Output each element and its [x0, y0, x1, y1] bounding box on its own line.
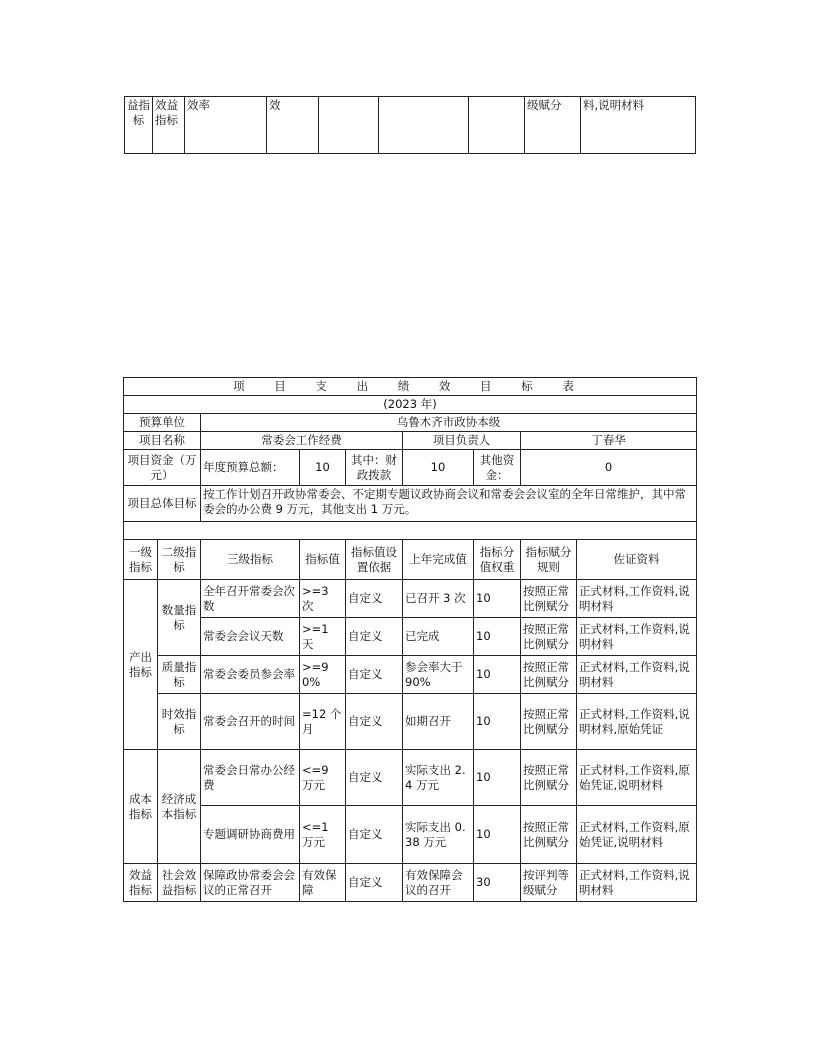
value-cell: >=1 天: [300, 618, 346, 656]
last-year-cell: 实际支出 0.38 万元: [403, 806, 474, 864]
value-cell: =12 个月: [300, 694, 346, 750]
level3-cell: 常委会会议天数: [201, 618, 300, 656]
fragment-level3: 效率: [185, 97, 267, 154]
weight-cell: 10: [474, 580, 521, 618]
evidence-cell: 正式材料,工作资料,说明材料: [577, 864, 697, 902]
last-year-cell: 已召开 3 次: [403, 580, 474, 618]
annual-budget-label: 年度预算总额：: [201, 450, 300, 486]
budget-unit-value: 乌鲁木齐市政协本级: [201, 414, 697, 432]
evidence-cell: 正式材料,工作资料,说明材料,原始凭证: [577, 694, 697, 750]
level1-output: 产出指标: [124, 580, 158, 750]
weight-cell: 10: [474, 806, 521, 864]
fiscal-allocation-label: 其中：财政拨款: [346, 450, 403, 486]
project-name-label: 项目名称: [124, 432, 201, 450]
table-row: [124, 618, 697, 656]
project-name-value: 常委会工作经费: [201, 432, 403, 450]
header-rule: 指标赋分规则: [521, 540, 577, 580]
table-row: [124, 864, 697, 902]
evidence-cell: 正式材料,工作资料,原始凭证,说明材料: [577, 806, 697, 864]
level3-cell: 常委会日常办公经费: [201, 750, 300, 806]
weight-cell: 10: [474, 750, 521, 806]
basis-cell: 自定义: [346, 580, 403, 618]
last-year-cell: 实际支出 2.4 万元: [403, 750, 474, 806]
value-cell: <=9 万元: [300, 750, 346, 806]
evidence-cell: 正式材料,工作资料,说明材料: [577, 618, 697, 656]
level3-cell: 常委会召开的时间: [201, 694, 300, 750]
header-evidence: 佐证资料: [577, 540, 697, 580]
rule-cell: 按照正常比例赋分: [521, 806, 577, 864]
weight-cell: 30: [474, 864, 521, 902]
other-funds-value: 0: [521, 450, 697, 486]
fragment-empty-cell: [469, 97, 525, 154]
table-row: [124, 750, 697, 806]
last-year-cell: 已完成: [403, 618, 474, 656]
header-last-year: 上年完成值: [403, 540, 474, 580]
level3-cell: 保障政协常委会会议的正常召开: [201, 864, 300, 902]
rule-cell: 按照正常比例赋分: [521, 750, 577, 806]
basis-cell: 自定义: [346, 750, 403, 806]
other-funds-label: 其他资金：: [474, 450, 521, 486]
fragment-rule: 级赋分: [525, 97, 581, 154]
level2-economic-cost: 经济成本指标: [158, 750, 201, 864]
level3-cell: 全年召开常委会次数: [201, 580, 300, 618]
weight-cell: 10: [474, 694, 521, 750]
rule-cell: 按照正常比例赋分: [521, 694, 577, 750]
rule-cell: 按照正常比例赋分: [521, 618, 577, 656]
table-year: (2023 年): [124, 396, 697, 414]
basis-cell: 自定义: [346, 806, 403, 864]
basis-cell: 自定义: [346, 656, 403, 694]
basis-cell: 自定义: [346, 618, 403, 656]
level1-cost: 成本指标: [124, 750, 158, 864]
rule-cell: 按照正常比例赋分: [521, 656, 577, 694]
level1-benefit: 效益指标: [124, 864, 158, 902]
table-title: 项 目 支 出 绩 效 目 标 表: [124, 378, 697, 396]
rule-cell: 按评判等级赋分: [521, 864, 577, 902]
last-year-cell: 参会率大于 90%: [403, 656, 474, 694]
fiscal-allocation-value: 10: [403, 450, 474, 486]
fragment-empty-cell: [319, 97, 379, 154]
annual-budget-value: 10: [300, 450, 346, 486]
budget-unit-label: 预算单位: [124, 414, 201, 432]
value-cell: <=1 万元: [300, 806, 346, 864]
table-row: [124, 656, 697, 694]
basis-cell: 自定义: [346, 864, 403, 902]
previous-table-fragment: [124, 96, 696, 154]
level2-social-benefit: 社会效益指标: [158, 864, 201, 902]
header-weight: 指标分值权重: [474, 540, 521, 580]
table-row: [124, 694, 697, 750]
fragment-evidence: 料,说明材料: [581, 97, 696, 154]
header-basis: 指标值设置依据: [346, 540, 403, 580]
basis-cell: 自定义: [346, 694, 403, 750]
level3-cell: 专题调研协商费用: [201, 806, 300, 864]
project-leader-label: 项目负责人: [403, 432, 521, 450]
performance-target-table: [123, 377, 697, 902]
header-level3: 三级指标: [201, 540, 300, 580]
weight-cell: 10: [474, 618, 521, 656]
rule-cell: 按照正常比例赋分: [521, 580, 577, 618]
last-year-cell: 有效保障会议的召开: [403, 864, 474, 902]
overall-goal-label: 项目总体目标: [124, 486, 201, 522]
evidence-cell: 正式材料,工作资料,说明材料: [577, 656, 697, 694]
level2-quantity: 数量指标: [158, 580, 201, 656]
level2-quality: 质量指标: [158, 656, 201, 694]
spacer-row: [124, 522, 697, 540]
level3-cell: 常委会委员参会率: [201, 656, 300, 694]
fragment-empty-cell: [379, 97, 469, 154]
weight-cell: 10: [474, 656, 521, 694]
table-row: [124, 806, 697, 864]
fragment-value: 效: [267, 97, 319, 154]
fragment-level2: 效益指标: [153, 97, 185, 154]
header-level1: 一级指标: [124, 540, 158, 580]
table-row: [124, 580, 697, 618]
value-cell: 有效保障: [300, 864, 346, 902]
last-year-cell: 如期召开: [403, 694, 474, 750]
value-cell: >=90%: [300, 656, 346, 694]
project-leader-value: 丁春华: [521, 432, 697, 450]
overall-goal-text: 按工作计划召开政协常委会、不定期专题议政协商会议和常委会会议室的全年日常维护，其中常委会的办公费 9 万元，其他支出 1 万元。: [201, 486, 697, 522]
evidence-cell: 正式材料,工作资料,原始凭证,说明材料: [577, 750, 697, 806]
project-funds-label: 项目资金（万元）: [124, 450, 201, 486]
fragment-level1: 益指标: [125, 97, 153, 154]
level2-timeliness: 时效指标: [158, 694, 201, 750]
value-cell: >=3 次: [300, 580, 346, 618]
header-level2: 二级指标: [158, 540, 201, 580]
evidence-cell: 正式材料,工作资料,说明材料: [577, 580, 697, 618]
header-value: 指标值: [300, 540, 346, 580]
